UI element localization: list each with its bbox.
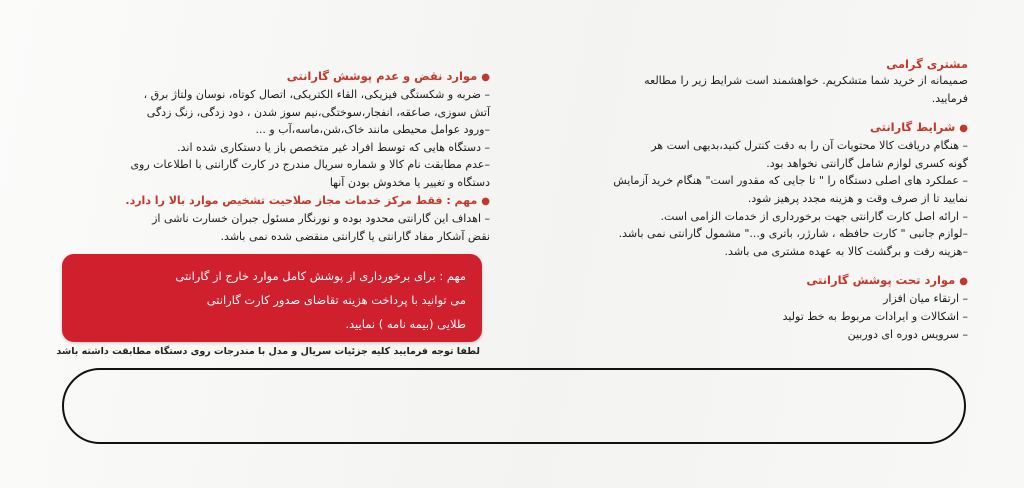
defect-line: – دستگاه هایی که توسط افراد غیر متخصص باز یا دستکاری شده اند. [177,140,490,154]
defect-line: –عدم مطابقت نام کالا و شماره سریال مندرج در کارت گارانتی با اطلاعات روی [130,158,490,172]
greeting-title: مشتری گرامی [886,57,968,71]
covered-line: – اشکالات و ایرادات مربوط به خط تولید [782,309,968,323]
covered-heading [520,272,968,290]
defect-line: آتش سوزی، صاعقه، انفجار،سوختگی،نیم سوز شدن ، دود زدگی، زنگ زدگی [146,105,490,119]
conditions-title: شرایط گارانتی [870,120,956,135]
covered-line: – سرویس دوره ای دوربین [847,327,968,341]
right-column [520,56,968,343]
conditions-heading [520,119,968,137]
notice-line: مهم : برای برخورداری از پوشش کامل موارد خارج از گارانتی [175,269,466,283]
defects-title: موارد نقض و عدم پوشش گارانتی [286,69,478,83]
important-note [60,192,490,211]
greeting-line: فرمایید. [931,91,968,105]
condition-line: – عملکرد های اصلی دستگاه را " تا جایی که مقدور است" هنگام خرید آزمایش [613,174,968,188]
defect-line: –ورود عوامل محیطی مانند خاک،شن،ماسه،آب و ... [255,123,490,137]
purpose-line: نقض آشکار مفاد گارانتی یا گارانتی منقضی شده نمی باشد. [220,229,490,243]
covered-title: موارد تحت پوشش گارانتی [806,273,956,288]
greeting-line: صمیمانه از خرید شما متشکریم. خواهشمند است شرایط زیر را مطالعه [644,74,968,87]
left-column [60,68,490,245]
bullet-icon: ● [959,276,968,288]
gold-warranty-notice [62,254,482,342]
important-note-text: مهم : فقط مرکز خدمات مجاز صلاحیت تشخیص موارد بالا را دارد. [125,193,478,207]
condition-line: –هزینه رفت و برگشت کالا به عهده مشتری می باشد. [724,244,968,258]
condition-line: – ارائه اصل کارت گارانتی جهت برخورداری از خدمات الزامی است. [660,209,968,223]
purpose-line: – اهداف این گارانتی محدود بوده و نورنگار مسئول جبران خسارت ناشی از [152,212,490,226]
serial-footnote: لطفا توجه فرمایید کلیه جزئیات سریال و مدل با مندرجات روی دستگاه مطابقت داشته باشد [56,346,480,357]
bullet-icon: ● [481,195,490,207]
defect-line: – ضربه و شکستگی فیزیکی، القاء الکتریکی، اتصال کوتاه، نوسان ولتاژ برق ، [143,88,490,101]
serial-entry-box [62,368,966,444]
covered-line: – ارتقاء میان افزار [883,292,968,306]
bullet-icon: ● [959,123,968,135]
condition-line: نمایید تا از صرف وقت و هزینه مجدد پرهیز شود. [747,191,968,205]
notice-line: طلایی (بیمه نامه ) نمایید. [345,317,466,331]
bullet-icon: ● [481,72,490,83]
condition-line: –لوازم جانبی " کارت حافظه ، شارژر، باتری و..." مشمول گارانتی نمی باشد. [618,227,968,241]
condition-line: گونه کسری لوازم شامل گارانتی نخواهد بود. [766,156,968,170]
condition-line: – هنگام دریافت کالا محتویات آن را به دقت کنترل کنید،بدیهی است هر [651,139,968,153]
notice-line: می توانید با پرداخت هزینه تقاضای صدور کارت گارانتی [206,293,466,307]
defects-heading [60,68,490,86]
defect-line: دستگاه و تغییر یا مخدوش بودن آنها [329,175,490,189]
